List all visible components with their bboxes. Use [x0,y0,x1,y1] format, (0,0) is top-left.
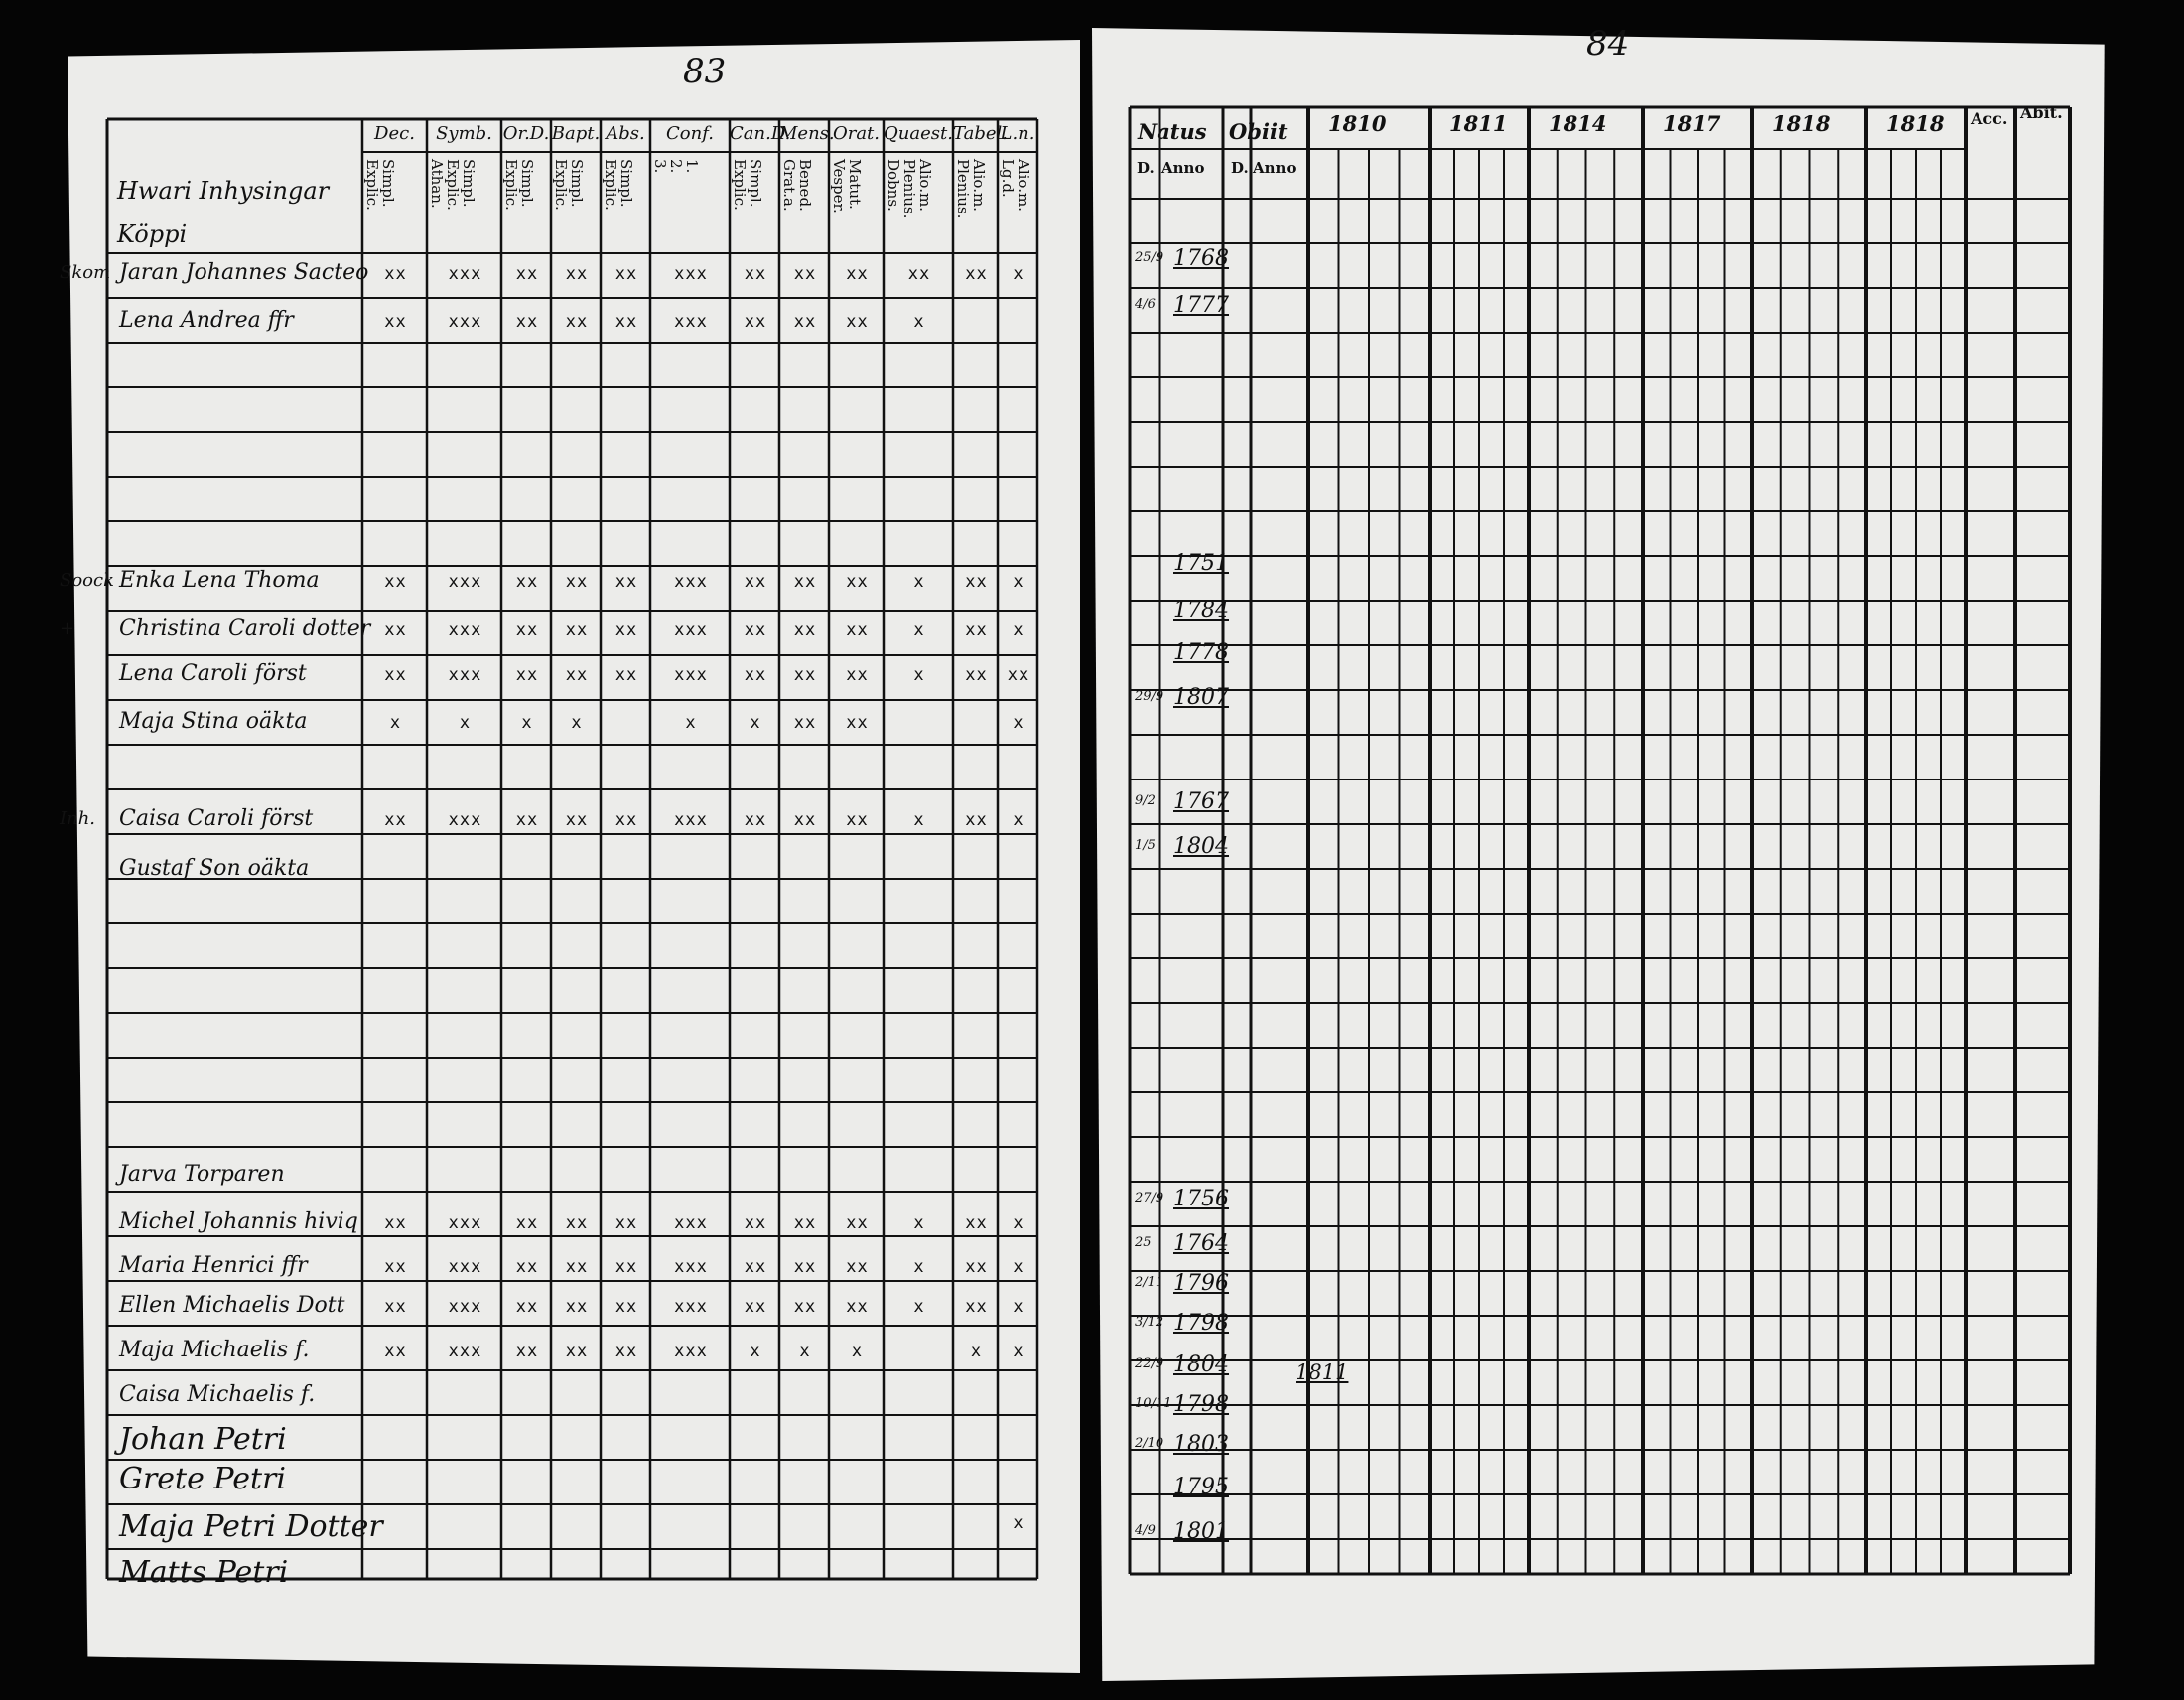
entry-margin-note: + [60,618,75,638]
entry-mark: xx [793,620,817,639]
entry-mark: x [913,665,925,685]
birth-day: 1/5 [1135,838,1156,853]
obiit-sub-d: D. [1231,159,1249,177]
entry-mark: xx [793,1213,817,1233]
natus-header: Natus [1138,119,1207,144]
birth-year: 1784 [1173,598,1229,623]
entry-mark: xx [965,1213,988,1233]
entry-mark: xxx [448,1342,482,1361]
year-header: 1810 [1328,111,1387,136]
entry-mark: xx [565,1257,589,1277]
entry-mark: xx [907,264,931,284]
entry-mark: xx [515,264,539,284]
entry-name: Maja Michaelis f. [119,1338,310,1362]
entry-mark: xx [565,264,589,284]
entry-name: Johan Petri [119,1422,287,1457]
entry-mark: xx [515,572,539,592]
column-sublabel: Alio.m. [970,159,988,212]
entry-name: Maja Petri Dotter [119,1509,383,1544]
column-sublabel: Explic. [731,159,749,211]
entry-mark: xx [384,264,407,284]
entry-mark: xxx [448,264,482,284]
entry-mark: xxx [674,620,708,639]
birth-year: 1798 [1173,1311,1229,1336]
column-sublabel: Simpl. [617,159,635,208]
entry-name: Lena Caroli först [119,661,307,686]
entry-mark: xx [614,572,638,592]
entry-name: Maria Henrici ffr [119,1253,308,1278]
entry-mark: xx [515,620,539,639]
entry-mark: xxx [674,1342,708,1361]
entry-mark: xxx [674,264,708,284]
year-header: 1817 [1663,111,1721,136]
birth-year: 1764 [1173,1231,1229,1256]
birth-day: 2/10 [1135,1436,1164,1451]
entry-mark: xx [515,1213,539,1233]
column-sublabel: Matut. [846,159,864,210]
entry-mark: xx [614,1297,638,1317]
entry-mark: xx [614,1213,638,1233]
entry-mark: xx [565,1342,589,1361]
entry-name: Ellen Michaelis Dott [119,1293,345,1318]
entry-mark: xxx [674,312,708,332]
column-sublabel: Explic. [552,159,570,211]
entry-mark: xx [744,312,767,332]
column-sublabel: Explic. [444,159,462,211]
entry-name: Jarva Torparen [119,1162,285,1187]
entry-mark: xx [565,1213,589,1233]
birth-year: 1801 [1173,1519,1229,1544]
column-sublabel: Lg.d. [999,159,1017,198]
entry-mark: xx [515,1257,539,1277]
entry-mark: xx [965,620,988,639]
entry-name: Jaran Johannes Sacteo [119,260,369,285]
entry-mark: xx [846,312,869,332]
entry-name: Caisa Michaelis f. [119,1382,316,1407]
entry-name: Maja Stina oäkta [119,709,308,734]
entry-mark: xx [846,665,869,685]
entry-mark: xxx [448,1257,482,1277]
birth-year: 1807 [1173,685,1229,710]
column-sublabel: Athan. [428,159,446,209]
entry-mark: x [571,713,583,733]
entry-mark: xx [515,1342,539,1361]
entry-name: Matts Petri [119,1555,289,1590]
entry-mark: x [1013,713,1024,733]
birth-year: 1751 [1173,551,1229,576]
entry-mark: xxx [448,312,482,332]
abit-header: Abit. [2020,103,2063,122]
birth-year: 1803 [1173,1432,1229,1457]
column-group-label: Orat. [832,123,881,144]
entry-mark: xx [384,312,407,332]
entry-mark: xx [565,810,589,830]
entry-name: Enka Lena Thoma [119,568,320,593]
entry-name: Lena Andrea ffr [119,308,294,333]
entry-mark: xx [614,665,638,685]
entry-mark: xx [565,665,589,685]
natus-sub-anno: Anno [1161,159,1205,177]
entry-mark: x [1013,572,1024,592]
entry-mark: xx [565,572,589,592]
entry-mark: xx [846,572,869,592]
entry-mark: xxx [448,620,482,639]
column-sublabel: Simpl. [379,159,397,208]
entry-name: Gustaf Son oäkta [119,856,310,881]
column-sublabel: Plenius. [900,159,918,219]
entry-mark: xx [846,1213,869,1233]
entry-mark: x [1013,1342,1024,1361]
heading-line-1: Hwari Inhysingar [117,177,330,205]
birth-day: 4/6 [1135,297,1156,312]
entry-mark: xx [614,810,638,830]
entry-mark: x [389,713,402,733]
obiit-sub-anno: Anno [1253,159,1297,177]
entry-mark: xxx [674,1297,708,1317]
column-group-label: Conf. [666,123,714,144]
entry-mark: xx [384,1257,407,1277]
entry-mark: x [521,713,533,733]
entry-mark: xx [965,665,988,685]
entry-mark: x [1013,1213,1024,1233]
column-sublabel: Simpl. [747,159,764,208]
column-sublabel: Explic. [363,159,381,211]
column-group-label: Can.D. [730,123,791,144]
column-sublabel: Vesper. [830,159,848,213]
natus-sub-d: D. [1137,159,1155,177]
birth-year: 1778 [1173,640,1229,665]
entry-mark: xx [846,264,869,284]
entry-mark: xx [793,572,817,592]
entry-mark: xx [846,810,869,830]
entry-mark: xx [965,1257,988,1277]
birth-year: 1756 [1173,1187,1229,1211]
birth-day: 2/11 [1135,1275,1164,1290]
column-sublabel: Simpl. [518,159,536,208]
entry-mark: x [913,810,925,830]
entry-mark: xx [384,1342,407,1361]
entry-mark: x [851,1342,864,1361]
entry-mark: xx [614,1342,638,1361]
heading-line-2: Köppi [117,220,188,248]
column-group-label: L.n. [1000,123,1035,144]
entry-mark: x [913,620,925,639]
column-sublabel: Alio.m. [916,159,934,212]
column-group-label: Abs. [606,123,645,144]
column-group-label: Tabel. [953,123,1008,144]
column-sublabel: Explic. [502,159,520,211]
entry-mark: xx [565,620,589,639]
entry-mark: xx [846,713,869,733]
entry-mark: xxx [674,1257,708,1277]
entry-mark: xx [965,1297,988,1317]
column-sublabel: 1. [683,159,701,174]
column-sublabel: Alio.m. [1015,159,1032,212]
entry-mark: xx [515,1297,539,1317]
entry-mark: xx [384,1297,407,1317]
entry-name: Grete Petri [119,1462,286,1496]
column-group-label: Or.D. [502,123,550,144]
entry-margin-note: Soock [60,570,114,591]
entry-mark: xx [965,572,988,592]
entry-mark: xx [614,264,638,284]
entry-mark: xx [965,810,988,830]
entry-mark: xx [846,1257,869,1277]
entry-mark: xx [515,665,539,685]
page-number-right: 84 [1586,24,1630,64]
column-sublabel: Explic. [602,159,619,211]
entry-mark: x [685,713,697,733]
entry-mark: xx [846,620,869,639]
entry-mark: xx [846,1297,869,1317]
birth-year: 1804 [1173,1352,1229,1377]
entry-mark: xx [793,810,817,830]
birth-day: 25/9 [1135,250,1164,265]
entry-mark: xx [793,665,817,685]
entry-mark: xx [744,1213,767,1233]
column-sublabel: 2. [667,159,685,174]
entry-mark: xx [565,312,589,332]
entry-mark: xx [793,264,817,284]
obiit-header: Obiit [1229,119,1288,144]
entry-mark: xx [614,620,638,639]
entry-mark: xx [793,713,817,733]
column-sublabel: Simpl. [568,159,586,208]
entry-mark: x [1013,1297,1024,1317]
entry-name: Michel Johannis hiviq [119,1209,358,1234]
entry-mark: xxx [674,572,708,592]
birth-day: 22/9 [1135,1356,1164,1371]
birth-year: 1795 [1173,1475,1229,1499]
birth-day: 3/12 [1135,1315,1164,1330]
entry-mark: xxx [448,810,482,830]
entry-mark: xxx [674,810,708,830]
entry-mark: x [970,1342,983,1361]
entry-mark: xx [515,312,539,332]
birth-day: 25 [1135,1235,1152,1250]
entry-margin-note: Skom [60,262,111,283]
entry-mark: xx [793,1297,817,1317]
entry-mark: xxx [448,665,482,685]
column-group-label: Symb. [436,123,492,144]
entry-mark: xxx [674,665,708,685]
birth-day: 10/11 [1135,1396,1172,1411]
column-group-label: Quaest. [884,123,953,144]
page-number-left: 83 [683,52,727,91]
entry-mark: xx [744,620,767,639]
year-header: 1814 [1549,111,1607,136]
birth-day: 4/9 [1135,1523,1156,1538]
entry-mark: xx [793,1257,817,1277]
entry-mark: xx [614,312,638,332]
column-sublabel: Bened. [796,159,814,212]
entry-mark: x [750,713,761,733]
year-header: 1811 [1449,111,1508,136]
entry-margin-note: Inh. [60,808,96,829]
column-sublabel: Plenius. [954,159,972,219]
entry-mark: xxx [674,1213,708,1233]
entry-mark: xxx [448,572,482,592]
entry-mark: xx [744,572,767,592]
entry-mark: x [1013,620,1024,639]
year-header: 1818 [1772,111,1831,136]
entry-mark: xx [515,810,539,830]
birth-day: 9/2 [1135,793,1156,808]
birth-year: 1798 [1173,1392,1229,1417]
entry-mark: x [750,1342,761,1361]
entry-mark: xx [744,810,767,830]
entry-mark: xx [565,1297,589,1317]
entry-mark: x [913,1257,925,1277]
entry-mark: x [913,1297,925,1317]
entry-mark: x [913,1213,925,1233]
birth-year: 1777 [1173,293,1229,318]
entry-mark: xx [744,665,767,685]
entry-mark: xxx [448,1297,482,1317]
birth-year: 1767 [1173,789,1229,814]
column-group-label: Dec. [374,123,415,144]
entry-mark: x [913,312,925,332]
entry-mark: xx [744,1257,767,1277]
column-sublabel: Dobns. [885,159,902,212]
entry-mark: xx [384,1213,407,1233]
entry-mark: xx [384,810,407,830]
entry-mark: xx [384,620,407,639]
entry-mark: x [459,713,472,733]
entry-mark: x [799,1342,811,1361]
birth-year: 1804 [1173,834,1229,859]
entry-name: Caisa Caroli först [119,806,314,831]
entry-mark: xxx [448,1213,482,1233]
column-sublabel: Simpl. [460,159,478,208]
entry-mark: xx [965,264,988,284]
birth-year: 1768 [1173,246,1229,271]
entry-mark: x [913,572,925,592]
entry-name: Christina Caroli dotter [119,616,371,640]
column-sublabel: Grat.a. [780,159,798,212]
entry-mark: x [1013,1257,1024,1277]
entry-mark: xx [744,264,767,284]
entry-mark: xx [744,1297,767,1317]
column-sublabel: 3. [651,159,669,174]
acc-header: Acc. [1971,109,2008,128]
death-year: 1811 [1296,1360,1349,1384]
entry-mark: x [1013,1513,1024,1533]
entry-mark: x [1013,810,1024,830]
entry-mark: xx [1007,665,1030,685]
birth-day: 27/9 [1135,1191,1164,1205]
column-group-label: Mens. [779,123,835,144]
right-ledger-grid [1130,107,2070,1574]
entry-mark: xx [793,312,817,332]
birth-year: 1796 [1173,1271,1229,1296]
entry-mark: xx [384,572,407,592]
birth-day: 29/9 [1135,689,1164,704]
year-header: 1818 [1886,111,1945,136]
entry-mark: x [1013,264,1024,284]
column-group-label: Bapt. [551,123,601,144]
entry-mark: xx [614,1257,638,1277]
entry-mark: xx [384,665,407,685]
